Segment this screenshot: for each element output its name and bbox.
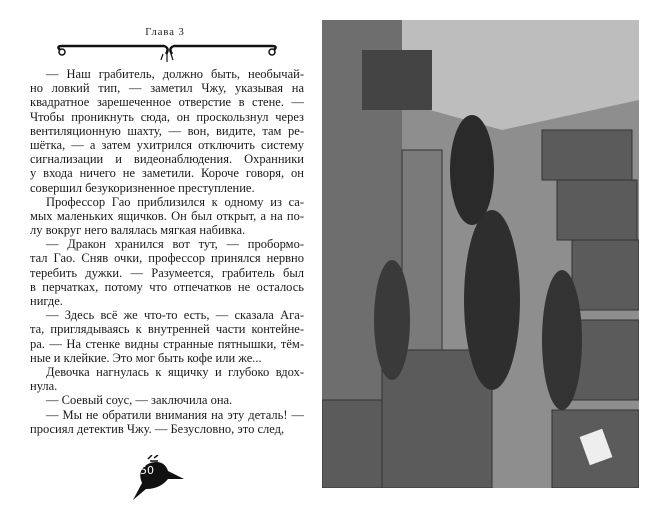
text-line: — Соевый соус, — заключила она. [46,393,233,408]
text-line: — Мы не обратили внимания на эту деталь! — [46,407,304,422]
text-line: ные и клейкие. Это мог быть кофе или же... [30,350,262,365]
text-line: совершил безукоризненное преступление. [30,180,255,195]
text-line: мых маленьких ящичков. Он был открыт, а на по- [30,208,304,223]
text-line: Профессор Гао приблизился к одному из са- [46,194,304,209]
text-line: Девочка нагнулась к ящичку и глубоко вдох- [46,364,304,379]
chapter-header: Глава 3 [145,27,185,38]
text-line: шётка, — а затем ухитрился отключить систему [30,137,304,152]
text-line: просиял детектив Чжу. — Безусловно, это след, [30,421,285,436]
text-line: у входа ничего не заметили. Короче говоря, он [30,166,304,181]
text-line: но ловкий тип, — заметил Чжу, указывая на [30,81,304,96]
text-line: сигнализации и видеонаблюдения. Охранники [30,152,304,167]
text-line: та, приглядываясь к внутренней части контейне- [30,322,304,337]
text-line: — Наш грабитель, должно быть, необычай- [46,67,304,81]
text-line: в перчатках, потому что отпечатков не осталось [30,279,304,294]
page-number: 50 [140,464,154,477]
text-line: теребить дужки. — Разумеется, грабитель был [30,265,304,280]
text-line: вентиляционную шахту, — вон, видите, там ре- [30,123,304,138]
body-text [30,67,304,436]
page-number-badge [128,455,188,505]
text-line: нигде. [30,294,63,308]
ink-blot-icon [128,455,188,505]
illustration [322,20,639,488]
text-line: — Дракон хранился вот тут, — пробормо- [46,237,304,252]
text-line: нула. [30,379,58,394]
text-line: ра. — На стенке видны странные пятнышки, тём- [30,336,304,351]
ornament-divider-icon [52,42,282,64]
text-line: — Здесь всё же что-то есть, — сказала Ага- [46,308,304,323]
text-line: тал Гао. Сняв очки, профессор принялся нервно [30,251,304,266]
text-line: лу вокруг него валялась мягкая набивка. [30,223,246,238]
text-line: квадратное зарешеченное отверстие в стене. — [30,95,304,110]
text-line: Чтобы проникнуть сюда, он проскользнул через [30,109,304,124]
